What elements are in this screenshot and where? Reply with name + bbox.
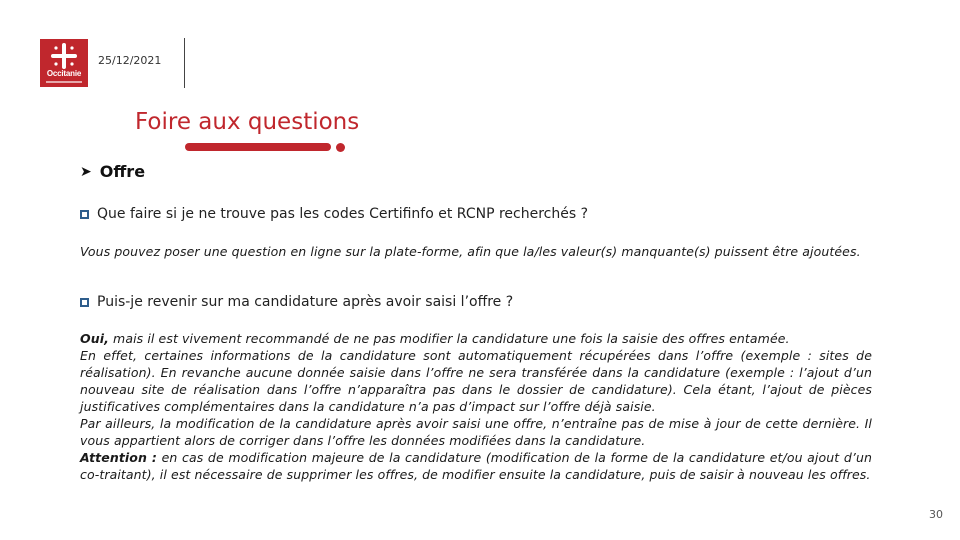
answer-2-emphasis-oui: Oui, <box>80 331 109 346</box>
answer-2-emphasis-attention: Attention : <box>80 450 158 465</box>
answer-1: Vous pouvez poser une question en ligne sur la plate-forme, afin que la/les valeur(s) manquante(s) puissent être ajoutées. <box>80 244 861 259</box>
header-date: 25/12/2021 <box>98 54 162 67</box>
answer-2-p4-text: en cas de modification majeure de la candidature (modification de la forme de la candidature et/ou ajout d’un co-traitant), il est nécessaire de supprimer les offres, de modifier ensuite la candidature, puis de saisir à nouveau les offres. <box>80 450 873 482</box>
question-1 <box>80 206 588 222</box>
section-label: Offre <box>99 162 146 181</box>
logo-text: Occitanie <box>46 69 82 78</box>
header-divider <box>184 38 185 88</box>
region-logo <box>40 39 88 87</box>
square-bullet-icon <box>80 210 89 219</box>
answer-2 <box>80 330 872 483</box>
title-underline-dot <box>336 143 345 152</box>
logo-subline <box>46 81 82 83</box>
answer-2-p1-text: mais il est vivement recommandé de ne pas modifier la candidature une fois la saisie des offres entamée. <box>108 331 790 346</box>
section-heading <box>80 162 145 181</box>
question-1-text: Que faire si je ne trouve pas les codes Certifinfo et RCNP recherchés ? <box>97 206 589 222</box>
arrow-bullet-icon: ➤ <box>80 163 92 180</box>
question-2-text: Puis-je revenir sur ma candidature après avoir saisi l’offre ? <box>97 294 514 310</box>
answer-2-paragraph-3: Par ailleurs, la modification de la candidature après avoir saisi une offre, n’entraîne pas de mise à jour de cette dernière. Il vous appartient alors de corriger dans l’offre les données modifiées dans la candidature. <box>80 416 872 448</box>
square-bullet-icon <box>80 298 89 307</box>
page-title: Foire aux questions <box>135 109 360 135</box>
page-number: 30 <box>929 508 943 521</box>
answer-2-paragraph-1 <box>80 330 872 347</box>
question-2 <box>80 294 513 310</box>
answer-2-paragraph-4 <box>80 449 872 483</box>
title-underline <box>185 143 331 151</box>
answer-2-paragraph-2: En effet, certaines informations de la candidature sont automatiquement récupérées dans l’offre (exemple : sites de réalisation). En revanche aucune donnée saisie dans l’offre ne sera transférée dans la candidature (exemple : l’ajout d’un nouveau site de réalisation dans l’offre n’apparaîtra pas dans le dossier de candidature). Cela étant, l’ajout de pièces justificatives complémentaires dans la candidature n’a pas d’impact sur l’offre déjà saisie. <box>80 348 872 414</box>
occitan-cross-icon <box>51 43 77 69</box>
